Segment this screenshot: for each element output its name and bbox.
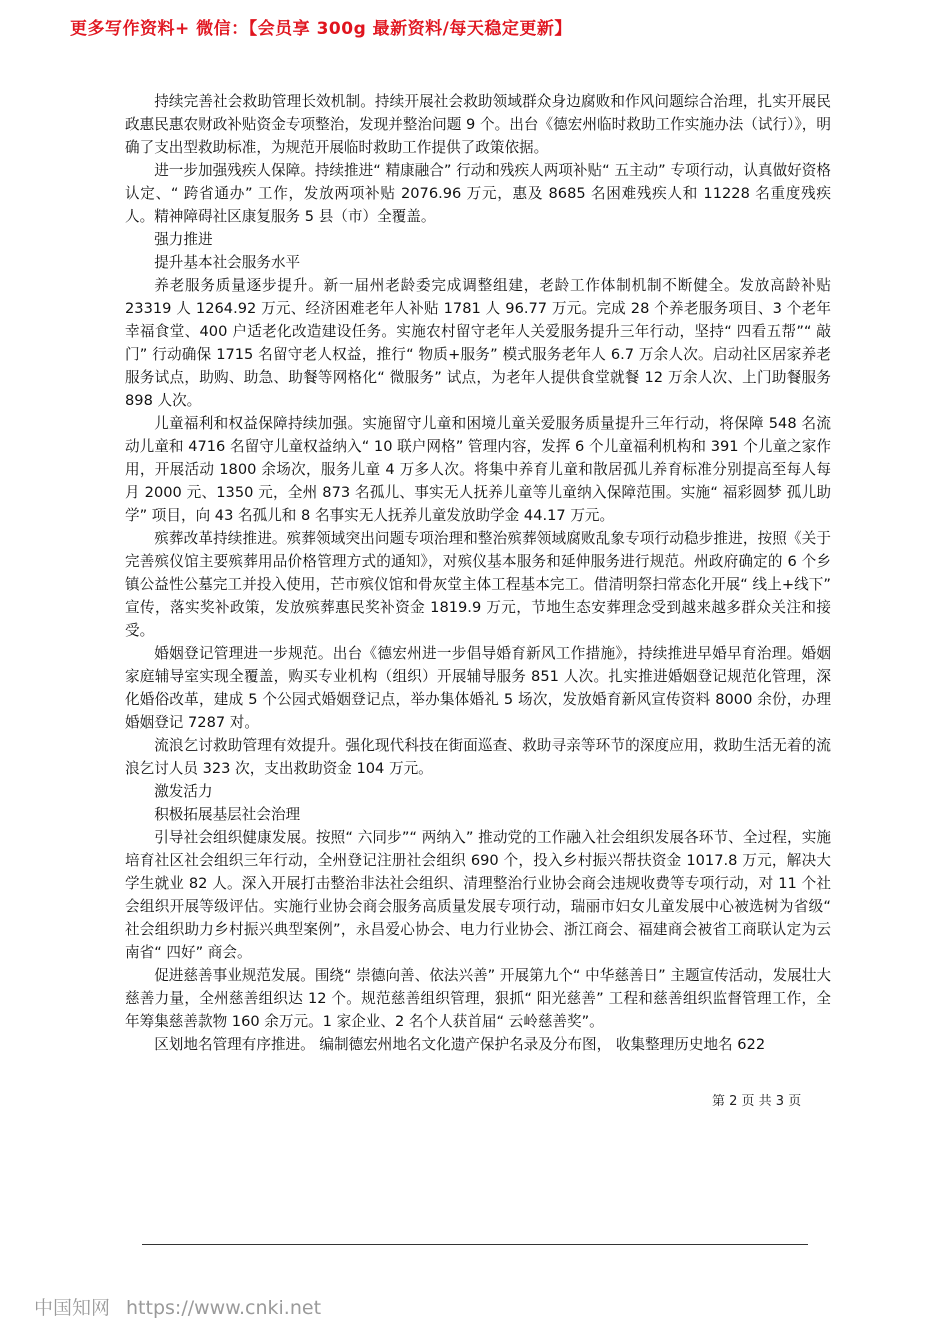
paragraph: 流浪乞讨救助管理有效提升。强化现代科技在街面巡查、救助寻亲等环节的深度应用，救助生活无着的流浪乞讨人员 323 次，支出救助资金 104 万元。: [125, 737, 831, 777]
paragraph: 婚姻登记管理进一步规范。出台《德宏州进一步倡导婚育新风工作措施》，持续推进早婚早育治理。婚姻家庭辅导室实现全覆盖，购买专业机构（组织）开展辅导服务 851 人次。扎实推进婚姻登记规范化管理，深化婚俗改革，建成 5 个公园式婚姻登记点，举办集体婚礼 5 场次，发放婚育新风宣传资料 8000 余份，办理婚姻登记 7287 对。: [125, 645, 831, 731]
promo-banner: 更多写作资料+ 微信：【会员享 300g 最新资料/每天稳定更新】: [70, 19, 572, 39]
paragraph: 殡葬改革持续推进。殡葬领域突出问题专项治理和整治殡葬领域腐败乱象专项行动稳步推进，按照《关于完善殡仪馆主要殡葬用品价格管理方式的通知》，对殡仪基本服务和延伸服务进行规范。州政府确定的 6 个乡镇公益性公墓完工并投入使用，芒市殡仪馆和骨灰堂主体工程基本完工。借清明祭扫常态化开展“ 线上+线下” 宣传，落实奖补政策，发放殡葬惠民奖补资金 1819.9 万元，节地生态安葬理念受到越来越多群众关注和接受。: [125, 530, 831, 639]
section-heading: 强力推进: [154, 231, 213, 248]
section-subheading: 积极拓展基层社会治理: [154, 806, 301, 823]
footer-divider: [142, 1244, 808, 1245]
paragraph: 促进慈善事业规范发展。围绕“ 崇德向善、依法兴善” 开展第九个“ 中华慈善日” 主题宣传活动，发展壮大慈善力量，全州慈善组织达 12 个。规范慈善组织管理，狠抓“ 阳光慈善” 工程和慈善组织监督管理工作，全年筹集慈善款物 160 余万元。1 家企业、2 名个人获首届“ 云岭慈善奖”。: [125, 967, 831, 1030]
document-body: [125, 90, 831, 1056]
section-subheading: 提升基本社会服务水平: [154, 254, 301, 271]
paragraph: 儿童福利和权益保障持续加强。实施留守儿童和困境儿童关爱服务质量提升三年行动，将保障 548 名流动儿童和 4716 名留守儿童权益纳入“ 10 联户网格” 管理内容，发挥 6 个儿童福利机构和 391 个儿童之家作用，开展活动 1800 余场次，服务儿童 4 万多人次。将集中养育儿童和散居孤儿养育标准分别提高至每人每月 2000 元、1350 元，全州 873 名孤儿、事实无人抚养儿童等儿童纳入保障范围。实施“ 福彩圆梦 孤儿助学” 项目，向 43 名孤儿和 8 名事实无人抚养儿童发放助学金 44.17 万元。: [125, 415, 831, 524]
cnki-watermark: [34, 1293, 321, 1320]
paragraph: 养老服务质量逐步提升。新一届州老龄委完成调整组建，老龄工作体制机制不断健全。发放高龄补贴 23319 人 1264.92 万元、经济困难老年人补贴 1781 人 96.77 万元。完成 28 个养老服务项目、3 个老年幸福食堂、400 户适老化改造建设任务。实施农村留守老年人关爱服务提升三年行动，坚持“ 四看五帮”“ 敲门” 行动确保 1715 名留守老人权益，推行“ 物质+服务” 模式服务老年人 6.7 万余人次。启动社区居家养老服务试点，助购、助急、助餐等网格化“ 微服务” 试点，为老年人提供食堂就餐 12 万余人次、上门助餐服务 898 人次。: [125, 277, 831, 409]
watermark-brand: 中国知网: [34, 1297, 111, 1319]
paragraph: 区划地名管理有序推进。 编制德宏州地名文化遗产保护名录及分布图， 收集整理历史地名 622: [154, 1036, 766, 1053]
paragraph: 引导社会组织健康发展。按照“ 六同步”“ 两纳入” 推动党的工作融入社会组织发展各环节、全过程，实施培育社区社会组织三年行动，全州登记注册社会组织 690 个，投入乡村振兴帮扶资金 1017.8 万元，解决大学生就业 82 人。深入开展打击整治非法社会组织、清理整治行业协会商会违规收费等专项行动，对 11 个社会组织开展等级评估。实施行业协会商会服务高质量发展专项行动，瑞丽市妇女儿童发展中心被选树为省级“ 社会组织助力乡村振兴典型案例”，永昌爱心协会、电力行业协会、浙江商会、福建商会被省工商联认定为云南省“ 四好” 商会。: [125, 829, 831, 961]
paragraph: 持续完善社会救助管理长效机制。持续开展社会救助领域群众身边腐败和作风问题综合治理，扎实开展民政惠民惠农财政补贴资金专项整治，发现并整治问题 9 个。出台《德宏州临时救助工作实施办法（试行）》，明确了支出型救助标准，为规范开展临时救助工作提供了政策依据。: [125, 93, 831, 156]
paragraph: 进一步加强残疾人保障。持续推进“ 精康融合” 行动和残疾人两项补贴“ 五主动” 专项行动，认真做好资格认定、“ 跨省通办” 工作，发放两项补贴 2076.96 万元，惠及 8685 名困难残疾人和 11228 名重度残疾人。精神障碍社区康复服务 5 县（市）全覆盖。: [125, 162, 831, 225]
section-heading: 激发活力: [154, 783, 213, 800]
watermark-url: https://www.cnki.net: [126, 1297, 322, 1319]
page-number: 第 2 页 共 3 页: [712, 1094, 802, 1109]
